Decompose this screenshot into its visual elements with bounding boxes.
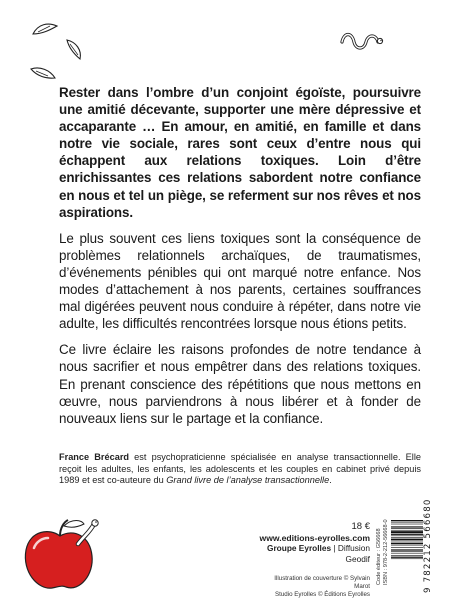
blurb-paragraph-1: Rester dans l’ombre d’un conjoint égoïste, poursuivre une amitié décevante, supporter une mère dépressive et accaparante … En amour, en amitié, en famille et dans notre vie sociale, rares sont ceux d’entre nous qui échappent aux relations toxiques. Loin d’être enrichissantes ces relations sabordent notre confiance en nous et tel un piège, se referment sur nos rêves et nos aspirations. [59,85,421,220]
leaf-doodle-icon [30,18,60,44]
bio-end: . [329,475,332,486]
isbn-lines [376,517,390,585]
bio-text: est psychopraticienne spécialisée en analyse transactionnelle. Elle reçoit les adultes, les enfants, les adolescents et les couples en cabinet privé depuis 1989 et est co-auteure du [59,452,421,486]
author-bio [59,452,421,487]
apple-worm-icon [16,514,106,594]
publisher-website: www.editions-eyrolles.com [259,532,370,543]
publisher-group [250,543,370,564]
back-cover-blurb [59,84,421,436]
barcode-number-block [423,498,435,593]
author-name: France Brécard [59,452,130,462]
barcode-icon [391,519,423,589]
distribution: | Diffusion Geodif [331,543,370,564]
illustration-credit: Illustration de couverture © Sylvain Marot [274,575,370,590]
isbn: ISBN : 978-2-212-56668-0 [383,519,389,585]
blurb-paragraph-2: Le plus souvent ces liens toxiques sont la conséquence de problèmes relationnels archaïques, de traumatismes, d’événements pénibles qui ont marqué notre enfance. Nos modes d’attachement à nos parents, certaines souffrances mal digérées peuvent nous conduire à répéter, dans notre vie adulte, les difficultés rencontrées lorsque nous étions petits. [59,230,421,332]
barcode-number: 9 782212 566680 [423,498,433,593]
studio-credit: Studio Eyrolles © Éditions Eyrolles [274,591,370,598]
leaf-doodle-icon [28,62,58,84]
leaf-doodle-icon [62,36,86,62]
publisher-info [250,522,370,564]
code-editeur: Code éditeur : G56668 [376,528,382,585]
book-reference: Grand livre de l’analyse transactionnelle [166,475,330,486]
blurb-paragraph-3: Ce livre éclaire les raisons profondes de notre tendance à nous sacrifier et nous empêtrer dans des relations toxiques. En prenant conscience des répétitions que nous mettons en œuvre, nous parviendrons à nous libérer et à fonder de nouveaux liens sur le partage et la confiance. [59,342,421,426]
credits [270,575,370,599]
group-name: Groupe Eyrolles [267,543,332,553]
price: 18 € [351,521,370,532]
isbn-block [376,517,390,585]
worm-doodle-icon [338,28,388,54]
